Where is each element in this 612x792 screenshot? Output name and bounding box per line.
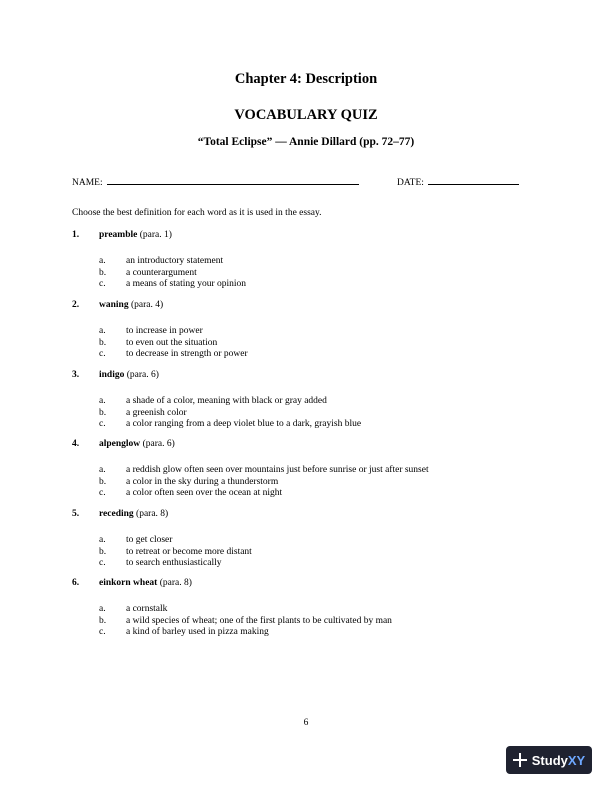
option-letter: a. <box>99 326 106 336</box>
option-text: a reddish glow often seen over mountains just before sunrise or just after sunset <box>126 465 429 475</box>
option-text: to retreat or become more distant <box>126 546 252 557</box>
option-letter: b. <box>99 615 107 626</box>
option-a <box>72 465 542 477</box>
chapter-title: Chapter 4: Description <box>234 71 378 87</box>
option-text: a cornstalk <box>126 604 168 614</box>
option-c <box>72 627 542 639</box>
name-field[interactable] <box>72 175 359 188</box>
option-a <box>72 604 542 616</box>
question-number: 1. <box>72 230 80 240</box>
option-c <box>72 419 542 431</box>
option-text: an introductory statement <box>126 256 224 266</box>
question-2 <box>72 300 542 361</box>
option-letter: a. <box>99 535 106 545</box>
question-number: 4. <box>72 439 80 449</box>
option-letter: a. <box>99 465 106 475</box>
question-6 <box>72 578 542 639</box>
question-3 <box>72 370 542 431</box>
date-label: DATE: <box>397 178 424 188</box>
option-text: a means of stating your opinion <box>126 279 247 289</box>
option-letter: c. <box>99 488 106 498</box>
option-letter: c. <box>99 558 106 568</box>
name-label: NAME: <box>72 178 103 188</box>
brand-main: Study <box>531 752 568 768</box>
option-text: a color often seen over the ocean at night <box>126 488 283 498</box>
option-a <box>72 535 542 547</box>
option-text: a greenish color <box>126 407 187 418</box>
date-blank-line[interactable] <box>428 175 519 185</box>
option-letter: a. <box>99 604 106 614</box>
option-text: a wild species of wheat; one of the first plants to be cultivated by man <box>126 615 392 626</box>
page-number: 6 <box>303 718 309 728</box>
question-number: 5. <box>72 509 80 519</box>
option-c <box>72 488 542 500</box>
question-number: 6. <box>72 578 80 588</box>
quiz-title: VOCABULARY QUIZ <box>234 107 378 123</box>
option-text: to increase in power <box>126 326 203 336</box>
vocab-word: waning <box>99 300 129 310</box>
option-letter: c. <box>99 627 106 637</box>
vocab-word: receding <box>99 509 134 519</box>
option-b <box>72 338 542 350</box>
option-c <box>72 558 542 570</box>
option-text: a shade of a color, meaning with black or gray added <box>126 396 327 406</box>
vocab-word: preamble <box>99 230 138 240</box>
paragraph-ref: (para. 8) <box>159 578 192 588</box>
option-letter: c. <box>99 349 106 359</box>
option-letter: b. <box>99 476 107 487</box>
option-a <box>72 326 542 338</box>
essay-title: “Total Eclipse” — Annie Dillard (pp. 72–77) <box>197 136 415 148</box>
question-1 <box>72 230 542 291</box>
option-text: a counterargument <box>126 267 197 278</box>
option-text: to even out the situation <box>126 337 218 348</box>
option-text: to get closer <box>126 535 173 545</box>
option-b <box>72 616 542 628</box>
option-text: to search enthusiastically <box>126 558 222 568</box>
plus-icon <box>513 753 527 767</box>
option-c <box>72 349 542 361</box>
option-letter: b. <box>99 337 107 348</box>
paragraph-ref: (para. 6) <box>142 439 175 449</box>
studyxy-badge[interactable] <box>506 746 592 774</box>
question-number: 2. <box>72 300 80 310</box>
option-c <box>72 279 542 291</box>
instructions: Choose the best definition for each word as it is used in the essay. <box>72 208 322 218</box>
name-blank-line[interactable] <box>107 175 359 185</box>
option-text: a kind of barley used in pizza making <box>126 627 269 637</box>
paragraph-ref: (para. 8) <box>136 509 169 519</box>
question-number: 3. <box>72 370 80 380</box>
option-a <box>72 396 542 408</box>
option-text: to decrease in strength or power <box>126 349 248 359</box>
question-5 <box>72 509 542 570</box>
option-letter: a. <box>99 396 106 406</box>
option-text: a color in the sky during a thunderstorm <box>126 476 279 487</box>
vocab-word: indigo <box>99 370 125 380</box>
option-letter: b. <box>99 546 107 557</box>
option-letter: c. <box>99 279 106 289</box>
option-letter: a. <box>99 256 106 266</box>
paragraph-ref: (para. 4) <box>130 300 164 310</box>
option-b <box>72 477 542 489</box>
option-text: a color ranging from a deep violet blue to a dark, grayish blue <box>126 419 362 429</box>
question-4 <box>72 439 542 500</box>
option-letter: b. <box>99 407 107 418</box>
paragraph-ref: (para. 6) <box>126 370 159 380</box>
option-b <box>72 408 542 420</box>
date-field[interactable] <box>397 175 519 188</box>
option-letter: b. <box>99 267 107 278</box>
vocab-word: alpenglow <box>99 439 141 449</box>
vocab-word: einkorn wheat <box>99 578 158 588</box>
option-a <box>72 256 542 268</box>
option-letter: c. <box>99 419 106 429</box>
option-b <box>72 547 542 559</box>
brand-accent: XY <box>567 752 586 768</box>
paragraph-ref: (para. 1) <box>139 230 172 240</box>
option-b <box>72 268 542 280</box>
